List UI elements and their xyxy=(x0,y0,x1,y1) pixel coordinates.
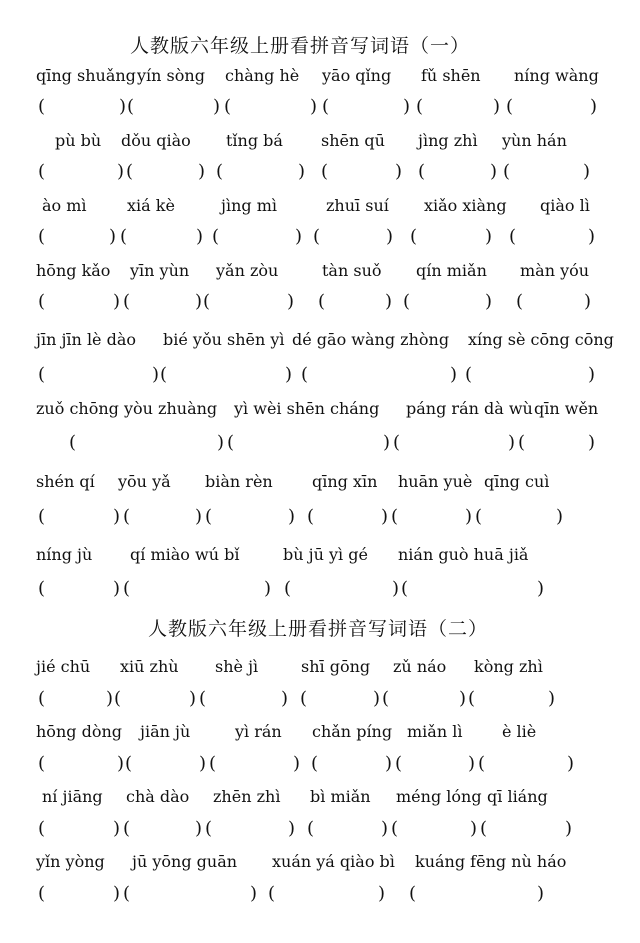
answer-box-open[interactable]: ( xyxy=(307,818,315,839)
answer-box-open[interactable]: ( xyxy=(506,96,514,117)
pinyin-word: yǎn zòu xyxy=(216,261,279,280)
answer-box-open[interactable]: ( xyxy=(38,818,46,839)
answer-box-open[interactable]: ( xyxy=(205,506,213,527)
answer-box-close[interactable]: ) xyxy=(386,226,394,247)
answer-box-close[interactable]: ) xyxy=(493,96,501,117)
answer-box-close[interactable]: ) xyxy=(565,818,573,839)
pinyin-word: níng jù xyxy=(36,545,93,564)
answer-box-open[interactable]: ( xyxy=(301,364,309,385)
answer-box-close[interactable]: ) xyxy=(189,688,197,709)
pinyin-word: biàn rèn xyxy=(205,472,273,491)
answer-box-close[interactable]: ) xyxy=(385,291,393,312)
answer-box-open[interactable]: ( xyxy=(410,226,418,247)
answer-box-open[interactable]: ( xyxy=(69,432,77,453)
pinyin-word: zǔ náo xyxy=(393,657,447,676)
answer-box-close[interactable]: ) xyxy=(288,818,296,839)
answer-box-close[interactable]: ) xyxy=(590,96,598,117)
pinyin-word: méng lóng xyxy=(396,787,482,806)
answer-box-close[interactable]: ) xyxy=(583,161,591,182)
answer-box-close[interactable]: ) xyxy=(199,753,207,774)
pinyin-word: xiá kè xyxy=(127,196,175,215)
answer-box-open[interactable]: ( xyxy=(209,753,217,774)
answer-box-close[interactable]: ) xyxy=(106,688,114,709)
pinyin-word: dé gāo wàng zhòng xyxy=(292,330,450,349)
pinyin-word: nián guò huā jiǎ xyxy=(398,545,529,564)
pinyin-row xyxy=(0,330,640,352)
pinyin-word: miǎn lì xyxy=(407,722,463,741)
answer-box-close[interactable]: ) xyxy=(567,753,575,774)
answer-box-close[interactable]: ) xyxy=(195,818,203,839)
answer-box-open[interactable]: ( xyxy=(391,506,399,527)
pinyin-row xyxy=(0,131,640,153)
answer-box-close[interactable]: ) xyxy=(385,753,393,774)
answer-box-close[interactable]: ) xyxy=(470,818,478,839)
answer-box-open[interactable]: ( xyxy=(284,578,292,599)
answer-box-open[interactable]: ( xyxy=(199,688,207,709)
pinyin-word: fǔ shēn xyxy=(421,66,481,85)
pinyin-word: chàng hè xyxy=(225,66,300,85)
answer-box-close[interactable]: ) xyxy=(113,506,121,527)
answer-box-close[interactable]: ) xyxy=(113,818,121,839)
answer-box-open[interactable]: ( xyxy=(123,578,131,599)
answer-box-close[interactable]: ) xyxy=(117,753,125,774)
pinyin-row xyxy=(0,196,640,218)
pinyin-word: jìng zhì xyxy=(418,131,478,150)
answer-box-close[interactable]: ) xyxy=(196,226,204,247)
pinyin-word: shén qí xyxy=(36,472,95,491)
answer-box-close[interactable]: ) xyxy=(485,291,493,312)
answer-box-close[interactable]: ) xyxy=(548,688,556,709)
answer-box-open[interactable]: ( xyxy=(125,753,133,774)
answer-box-open[interactable]: ( xyxy=(475,506,483,527)
pinyin-word: yīn yùn xyxy=(130,261,190,280)
answer-box-open[interactable]: ( xyxy=(403,291,411,312)
answer-row xyxy=(0,578,640,602)
pinyin-word: páng rán dà wù xyxy=(406,399,533,418)
answer-box-open[interactable]: ( xyxy=(38,883,46,904)
answer-row xyxy=(0,226,640,250)
answer-box-open[interactable]: ( xyxy=(391,818,399,839)
answer-box-close[interactable]: ) xyxy=(195,506,203,527)
answer-box-open[interactable]: ( xyxy=(127,96,135,117)
answer-box-close[interactable]: ) xyxy=(310,96,318,117)
answer-box-close[interactable]: ) xyxy=(381,506,389,527)
pinyin-word: yì wèi shēn cháng xyxy=(234,399,380,418)
answer-box-open[interactable]: ( xyxy=(518,432,526,453)
answer-box-open[interactable]: ( xyxy=(465,364,473,385)
pinyin-word: è liè xyxy=(502,722,537,741)
pinyin-word: chà dào xyxy=(126,787,190,806)
pinyin-word: xíng sè cōng cōng xyxy=(468,330,614,349)
pinyin-word: yǐn yòng xyxy=(36,852,105,871)
answer-box-close[interactable]: ) xyxy=(392,578,400,599)
answer-row xyxy=(0,291,640,315)
pinyin-row xyxy=(0,261,640,283)
pinyin-word: jìng mì xyxy=(221,196,277,215)
answer-box-close[interactable]: ) xyxy=(293,753,301,774)
answer-box-close[interactable]: ) xyxy=(395,161,403,182)
answer-box-open[interactable]: ( xyxy=(307,506,315,527)
pinyin-word: ào mì xyxy=(42,196,87,215)
pinyin-row xyxy=(0,545,640,567)
answer-box-open[interactable]: ( xyxy=(409,883,417,904)
answer-box-open[interactable]: ( xyxy=(123,291,131,312)
pinyin-word: chǎn píng xyxy=(312,722,393,741)
answer-box-open[interactable]: ( xyxy=(401,578,409,599)
pinyin-row xyxy=(0,472,640,494)
answer-box-open[interactable]: ( xyxy=(123,883,131,904)
answer-box-close[interactable]: ) xyxy=(113,291,121,312)
section-title: 人教版六年级上册看拼音写词语（一） xyxy=(130,35,471,57)
answer-row xyxy=(0,161,640,185)
pinyin-row xyxy=(0,399,640,421)
answer-box-close[interactable]: ) xyxy=(109,226,117,247)
pinyin-word: zhuī suí xyxy=(326,196,389,215)
pinyin-word: ní jiāng xyxy=(42,787,103,806)
answer-box-open[interactable]: ( xyxy=(478,753,486,774)
pinyin-word: níng wàng xyxy=(514,66,599,85)
answer-box-open[interactable]: ( xyxy=(38,688,46,709)
answer-box-close[interactable]: ) xyxy=(217,432,225,453)
answer-box-close[interactable]: ) xyxy=(537,883,545,904)
pinyin-word: bì miǎn xyxy=(310,787,371,806)
pinyin-row xyxy=(0,852,640,874)
answer-box-open[interactable]: ( xyxy=(509,226,517,247)
answer-box-close[interactable]: ) xyxy=(378,883,386,904)
answer-box-open[interactable]: ( xyxy=(480,818,488,839)
answer-box-close[interactable]: ) xyxy=(465,506,473,527)
answer-box-open[interactable]: ( xyxy=(322,96,330,117)
answer-box-close[interactable]: ) xyxy=(468,753,476,774)
answer-box-open[interactable]: ( xyxy=(38,364,46,385)
answer-box-open[interactable]: ( xyxy=(468,688,476,709)
answer-box-open[interactable]: ( xyxy=(38,291,46,312)
answer-box-open[interactable]: ( xyxy=(38,753,46,774)
pinyin-word: zhēn zhì xyxy=(213,787,281,806)
answer-box-close[interactable]: ) xyxy=(198,161,206,182)
pinyin-word: qīng shuǎng xyxy=(36,66,136,85)
pinyin-word: jīn jīn lè dào xyxy=(36,330,137,349)
answer-box-open[interactable]: ( xyxy=(203,291,211,312)
answer-box-open[interactable]: ( xyxy=(120,226,128,247)
answer-box-close[interactable]: ) xyxy=(508,432,516,453)
answer-box-open[interactable]: ( xyxy=(418,161,426,182)
pinyin-word: màn yóu xyxy=(520,261,590,280)
answer-box-close[interactable]: ) xyxy=(250,883,258,904)
answer-box-open[interactable]: ( xyxy=(38,161,46,182)
answer-box-close[interactable]: ) xyxy=(450,364,458,385)
answer-box-close[interactable]: ) xyxy=(285,364,293,385)
answer-box-open[interactable]: ( xyxy=(114,688,122,709)
answer-box-close[interactable]: ) xyxy=(117,161,125,182)
answer-box-close[interactable]: ) xyxy=(381,818,389,839)
answer-box-close[interactable]: ) xyxy=(485,226,493,247)
answer-box-open[interactable]: ( xyxy=(205,818,213,839)
answer-box-close[interactable]: ) xyxy=(537,578,545,599)
pinyin-word: shī gōng xyxy=(301,657,371,676)
pinyin-row xyxy=(0,66,640,88)
answer-box-close[interactable]: ) xyxy=(213,96,221,117)
answer-box-close[interactable]: ) xyxy=(113,578,121,599)
answer-box-close[interactable]: ) xyxy=(281,688,289,709)
answer-box-open[interactable]: ( xyxy=(395,753,403,774)
answer-box-close[interactable]: ) xyxy=(383,432,391,453)
answer-box-open[interactable]: ( xyxy=(38,578,46,599)
pinyin-word: tǐng bá xyxy=(226,131,283,150)
answer-box-open[interactable]: ( xyxy=(38,96,46,117)
pinyin-word: kuáng fēng nù háo xyxy=(415,852,567,871)
answer-box-close[interactable]: ) xyxy=(373,688,381,709)
pinyin-word: hōng kǎo xyxy=(36,261,111,280)
pinyin-word: pù bù xyxy=(55,131,102,150)
answer-box-open[interactable]: ( xyxy=(38,226,46,247)
answer-row xyxy=(0,432,640,456)
pinyin-word: yōu yǎ xyxy=(118,472,171,491)
answer-row xyxy=(0,96,640,120)
pinyin-word: xiǎo xiàng xyxy=(424,196,507,215)
answer-box-open[interactable]: ( xyxy=(216,161,224,182)
answer-row xyxy=(0,818,640,842)
pinyin-word: qín miǎn xyxy=(416,261,487,280)
pinyin-word: jū yōng guān xyxy=(132,852,238,871)
answer-box-open[interactable]: ( xyxy=(38,506,46,527)
answer-box-open[interactable]: ( xyxy=(123,818,131,839)
answer-box-open[interactable]: ( xyxy=(393,432,401,453)
answer-box-close[interactable]: ) xyxy=(295,226,303,247)
pinyin-word: xiū zhù xyxy=(120,657,179,676)
answer-box-open[interactable]: ( xyxy=(318,291,326,312)
pinyin-row xyxy=(0,787,640,809)
answer-box-close[interactable]: ) xyxy=(113,883,121,904)
answer-row xyxy=(0,883,640,907)
answer-box-close[interactable]: ) xyxy=(556,506,564,527)
answer-box-close[interactable]: ) xyxy=(459,688,467,709)
pinyin-word: jié chū xyxy=(36,657,91,676)
answer-row xyxy=(0,364,640,388)
answer-box-open[interactable]: ( xyxy=(321,161,329,182)
answer-box-close[interactable]: ) xyxy=(403,96,411,117)
answer-box-close[interactable]: ) xyxy=(588,226,596,247)
answer-box-close[interactable]: ) xyxy=(584,291,592,312)
pinyin-word: qī liáng xyxy=(487,787,548,806)
pinyin-word: huān yuè xyxy=(398,472,473,491)
answer-box-close[interactable]: ) xyxy=(264,578,272,599)
pinyin-word: qīng cuì xyxy=(484,472,550,491)
answer-box-close[interactable]: ) xyxy=(119,96,127,117)
answer-row xyxy=(0,688,640,712)
answer-box-open[interactable]: ( xyxy=(160,364,168,385)
answer-box-open[interactable]: ( xyxy=(503,161,511,182)
pinyin-word: qīng xīn xyxy=(312,472,378,491)
answer-box-open[interactable]: ( xyxy=(212,226,220,247)
answer-box-close[interactable]: ) xyxy=(195,291,203,312)
answer-box-close[interactable]: ) xyxy=(287,291,295,312)
pinyin-word: qí miào wú bǐ xyxy=(130,545,240,564)
pinyin-word: qīn wěn xyxy=(534,399,599,418)
pinyin-word: yì rán xyxy=(235,722,282,741)
answer-box-close[interactable]: ) xyxy=(490,161,498,182)
answer-box-open[interactable]: ( xyxy=(311,753,319,774)
pinyin-word: bié yǒu shēn yì xyxy=(163,330,285,349)
pinyin-word: xuán yá qiào bì xyxy=(272,852,395,871)
answer-box-close[interactable]: ) xyxy=(152,364,160,385)
pinyin-word: qiào lì xyxy=(540,196,590,215)
pinyin-word: yùn hán xyxy=(502,131,567,150)
answer-box-open[interactable]: ( xyxy=(313,226,321,247)
answer-box-open[interactable]: ( xyxy=(126,161,134,182)
answer-box-open[interactable]: ( xyxy=(268,883,276,904)
pinyin-word: shè jì xyxy=(215,657,259,676)
pinyin-word: jiān jù xyxy=(140,722,191,741)
answer-box-open[interactable]: ( xyxy=(416,96,424,117)
answer-box-open[interactable]: ( xyxy=(227,432,235,453)
section-title: 人教版六年级上册看拼音写词语（二） xyxy=(148,618,489,640)
answer-box-open[interactable]: ( xyxy=(516,291,524,312)
answer-row xyxy=(0,753,640,777)
pinyin-row xyxy=(0,657,640,679)
answer-box-close[interactable]: ) xyxy=(288,506,296,527)
pinyin-word: bù jū yì gé xyxy=(283,545,368,564)
pinyin-word: kòng zhì xyxy=(474,657,543,676)
answer-box-close[interactable]: ) xyxy=(588,364,596,385)
answer-box-open[interactable]: ( xyxy=(300,688,308,709)
pinyin-word: yín sòng xyxy=(137,66,205,85)
pinyin-word: yāo qǐng xyxy=(322,66,392,85)
answer-box-close[interactable]: ) xyxy=(298,161,306,182)
answer-box-close[interactable]: ) xyxy=(588,432,596,453)
pinyin-word: dǒu qiào xyxy=(121,131,191,150)
pinyin-row xyxy=(0,722,640,744)
answer-box-open[interactable]: ( xyxy=(382,688,390,709)
pinyin-word: hōng dòng xyxy=(36,722,122,741)
answer-box-open[interactable]: ( xyxy=(224,96,232,117)
pinyin-word: shēn qū xyxy=(321,131,385,150)
pinyin-word: zuǒ chōng yòu zhuàng xyxy=(36,399,218,418)
answer-row xyxy=(0,506,640,530)
answer-box-open[interactable]: ( xyxy=(123,506,131,527)
pinyin-word: tàn suǒ xyxy=(322,261,382,280)
